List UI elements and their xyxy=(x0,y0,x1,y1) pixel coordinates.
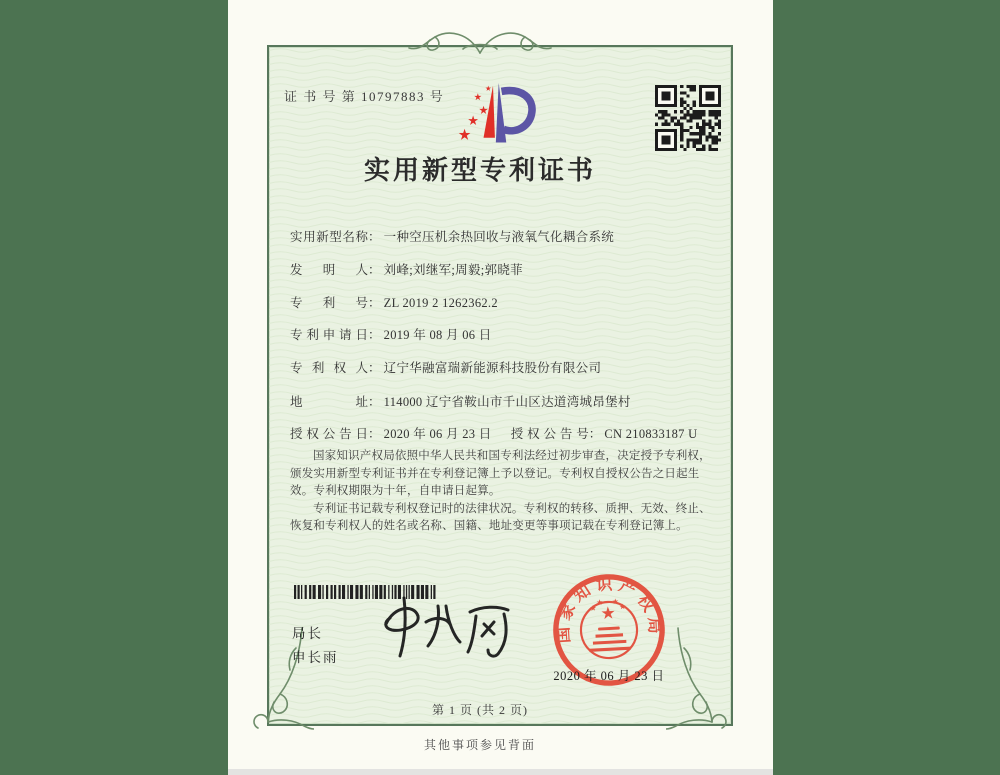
field-value: ZL 2019 2 1262362.2 xyxy=(383,296,498,310)
field-label: 发明人 xyxy=(290,263,368,277)
field-row-address: 地址： 114000 辽宁省鞍山市千山区达道湾城昂堡村 xyxy=(290,392,759,412)
field-row-grant: 授权公告日： 2020 年 06 月 23 日 授权公告号： CN 210833187 U xyxy=(290,424,759,444)
field-label: 实用新型名称 xyxy=(290,230,368,244)
qr-code xyxy=(655,85,723,151)
legal-paragraph-2: 专利证书记载专利权登记时的法律状况。专利权的转移、质押、无效、终止、恢复和专利权人的姓名或名称、国籍、地址变更等事项记载在专利登记簿上。 xyxy=(290,502,711,532)
page-indicator: 第 1 页 (共 2 页) xyxy=(432,703,528,717)
certificate-paper xyxy=(228,0,773,769)
cnipa-logo xyxy=(450,80,536,152)
field-value: 刘峰;刘继军;周毅;郭晓菲 xyxy=(383,263,523,277)
field-value: 辽宁华融富瑞新能源科技股份有限公司 xyxy=(383,361,602,375)
back-side-note: 其他事项参见背面 xyxy=(423,738,536,752)
field-label: 地址 xyxy=(290,395,368,409)
field-row-filing-date: 专利申请日： 2019 年 08 月 06 日 xyxy=(290,325,759,345)
seal-date: 2020 年 06 月 23 日 xyxy=(553,669,665,683)
field-row-inventors: 发明人： 刘峰;刘继军;周毅;郭晓菲 xyxy=(290,260,759,280)
certificate-title: 实用新型专利证书 xyxy=(363,156,596,185)
field-value: 2020 年 06 月 23 日 xyxy=(383,427,492,441)
field-value: 2019 年 08 月 06 日 xyxy=(383,328,492,342)
certificate-number: 证 书 号 第 10797883 号 xyxy=(284,89,445,104)
field-label: 授权公告日 xyxy=(290,427,368,441)
field-label: 专利权人 xyxy=(290,361,368,375)
legal-text xyxy=(290,448,722,536)
signer-role: 局长 xyxy=(292,626,323,641)
field-value: 一种空压机余热回收与液氧气化耦合系统 xyxy=(383,230,615,244)
field-row-patentee: 专利权人： 辽宁华融富瑞新能源科技股份有限公司 xyxy=(290,358,759,378)
signer-name: 申长雨 xyxy=(292,650,339,665)
field-pair-grant-number: 授权公告号： CN 210833187 U xyxy=(511,424,698,442)
paper-bottom-shadow xyxy=(228,769,773,775)
legal-paragraph-1: 国家知识产权局依照中华人民共和国专利法经过初步审查，决定授予专利权，颁发实用新型专利证书并在专利登记簿上予以登记。专利权自授权公告之日起生效。专利权期限为十年，自申请日起算。 xyxy=(290,450,711,497)
national-emblem xyxy=(579,597,638,659)
border-ornament-top xyxy=(405,27,555,59)
field-row-patent-name: 实用新型名称： 一种空压机余热回收与液氧气化耦合系统 xyxy=(290,227,759,247)
field-label: 专利申请日 xyxy=(290,328,368,342)
field-label: 授权公告号 xyxy=(510,427,589,441)
seal-org-text: 国家知识产权局 xyxy=(554,575,664,644)
field-value: 114000 辽宁省鞍山市千山区达道湾城昂堡村 xyxy=(383,395,631,409)
field-label: 专利号 xyxy=(290,296,368,310)
field-row-patent-number: 专利号： ZL 2019 2 1262362.2 xyxy=(290,293,759,313)
handwritten-signature xyxy=(366,592,521,670)
field-value: CN 210833187 U xyxy=(604,427,698,441)
